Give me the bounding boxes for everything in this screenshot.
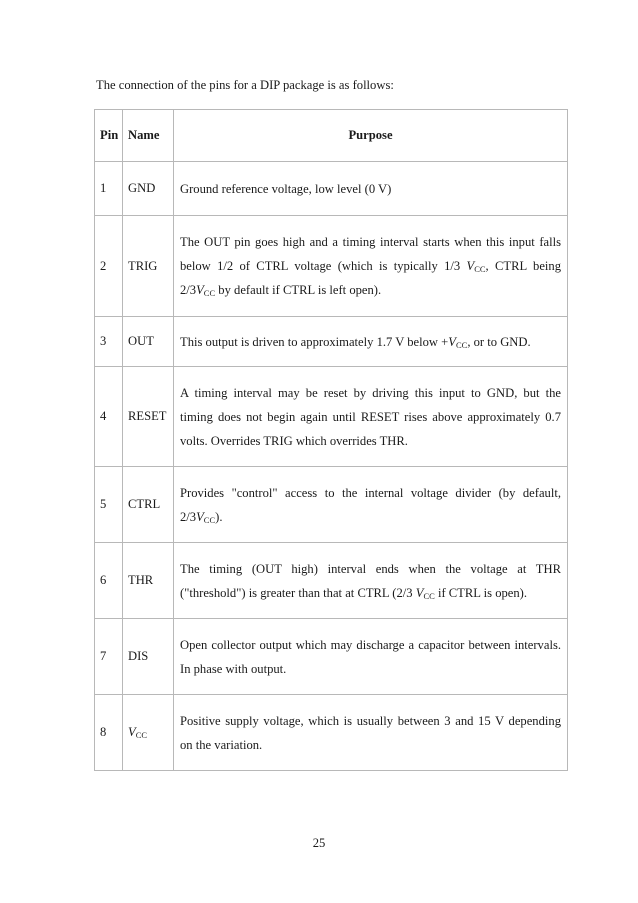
purpose-line: Positive supply voltage, which is usually between 3 and 15 V depending (180, 713, 561, 728)
name-cell: CTRL (123, 467, 174, 543)
purpose-cell (174, 619, 568, 695)
table-row (95, 162, 568, 216)
pin-cell: 6 (95, 543, 123, 619)
purpose-line: In phase with output. (180, 661, 287, 676)
pin-cell: 3 (95, 317, 123, 367)
table-row (95, 467, 568, 543)
purpose-line: $2/3V_{CC}$ by default if CTRL is left open). (180, 283, 382, 298)
pin-cell: 7 (95, 619, 123, 695)
table-body (95, 162, 568, 771)
name-cell: GND (123, 162, 174, 216)
page-number: 25 (312, 836, 326, 850)
purpose-line: Ground reference voltage, low level (0 V) (180, 181, 392, 196)
pin-cell: 8 (95, 695, 123, 771)
purpose-line: Provides "control" access to the internal voltage divider (by default, (180, 485, 561, 500)
purpose-cell (174, 317, 568, 367)
purpose-cell (174, 216, 568, 317)
pin-cell: 1 (95, 162, 123, 216)
purpose-line: ("threshold") is greater than that at CTRL (2/3 $V_{CC}$ if CTRL is open). (180, 585, 528, 601)
header-pin: Pin (95, 110, 123, 162)
intro-text: The connection of the pins for a DIP package is as follows: (96, 78, 394, 92)
purpose-line: $2/3V_{CC}$). (180, 509, 223, 525)
name-cell: DIS (123, 619, 174, 695)
table-header-row (95, 110, 568, 162)
header-name: Name (123, 110, 174, 162)
table-row (95, 619, 568, 695)
purpose-line: Open collector output which may discharge a capacitor between intervals. (180, 637, 561, 652)
purpose-line: below 1/2 of CTRL voltage (which is typically 1/3 $V_{CC}$, CTRL being (180, 259, 561, 274)
purpose-line: This output is driven to approximately 1.7 V below $+V_{CC}$, or to GND. (180, 334, 531, 350)
table-row (95, 317, 568, 367)
pin-table (94, 109, 568, 771)
purpose-cell (174, 367, 568, 467)
pin-cell: 2 (95, 216, 123, 317)
pin-cell: 4 (95, 367, 123, 467)
name-cell: RESET (123, 367, 174, 467)
purpose-cell (174, 695, 568, 771)
table-row (95, 695, 568, 771)
name-cell: $V_{CC}$ (123, 695, 174, 771)
purpose-line: A timing interval may be reset by driving this input to GND, but the (180, 385, 561, 400)
purpose-line: The OUT pin goes high and a timing interval starts when this input falls (180, 235, 561, 249)
purpose-line: volts. Overrides TRIG which overrides THR. (180, 433, 408, 448)
purpose-line: on the variation. (180, 737, 263, 752)
purpose-cell (174, 467, 568, 543)
table-row (95, 543, 568, 619)
table-row (95, 367, 568, 467)
purpose-line: The timing (OUT high) interval ends when the voltage at THR (180, 561, 561, 576)
purpose-cell (174, 162, 568, 216)
table-row (95, 216, 568, 317)
name-cell: TRIG (123, 216, 174, 317)
purpose-cell (174, 543, 568, 619)
header-purpose: Purpose (174, 110, 568, 162)
name-cell: OUT (123, 317, 174, 367)
purpose-line: timing does not begin again until RESET rises above approximately 0.7 (180, 409, 561, 424)
name-cell: THR (123, 543, 174, 619)
pin-cell: 5 (95, 467, 123, 543)
